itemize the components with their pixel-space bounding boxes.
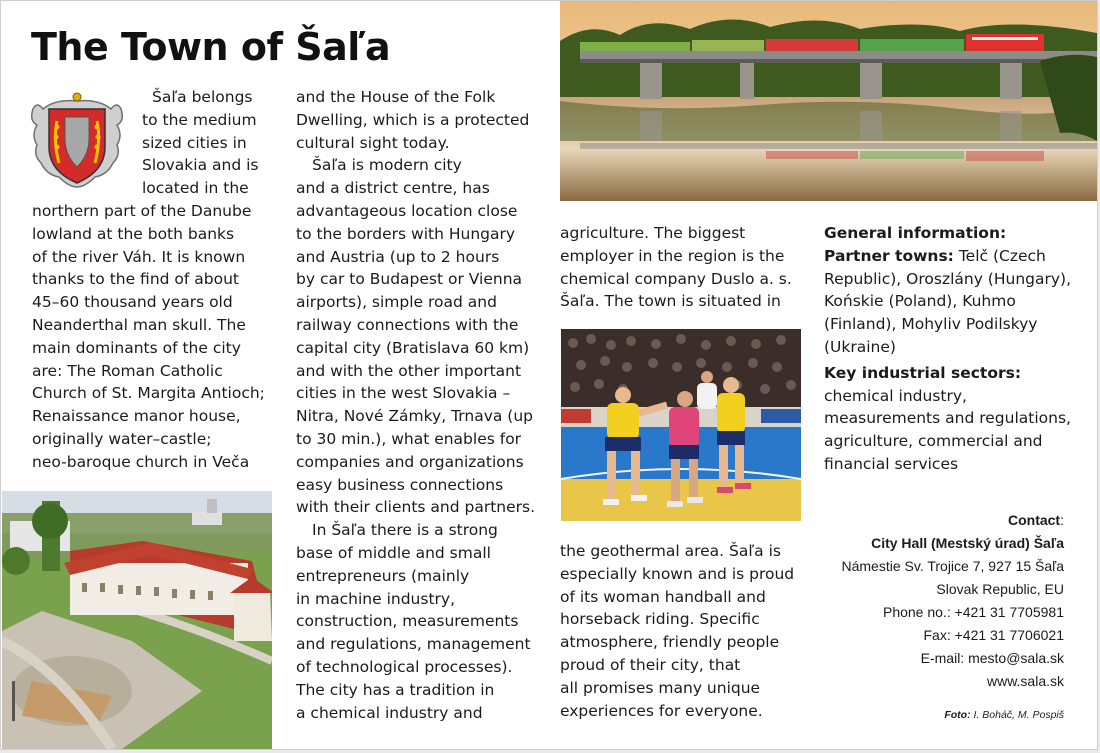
- text-line: easy business connections: [296, 475, 504, 494]
- text-line: Nitra, Nové Zámky, Trnava (up: [296, 407, 534, 426]
- partner-towns: [824, 245, 1084, 359]
- info-heading: General information:: [824, 224, 1007, 242]
- text-line: by car to Budapest or Vienna: [296, 270, 523, 289]
- text-line: northern part of the Danube: [32, 202, 252, 220]
- text-line: lowland at the both banks: [32, 224, 235, 243]
- text-line: capital city (Bratislava 60 km): [296, 338, 530, 357]
- intro-beside-crest: [136, 86, 276, 200]
- contact-office: City Hall (Mestský úrad) Šaľa: [871, 535, 1064, 551]
- contact-fax: Fax: +421 31 7706021: [923, 627, 1064, 643]
- text-line: horseback riding. Specific: [560, 610, 760, 629]
- text-line: 45–60 thousand years old: [32, 293, 233, 312]
- photo-credit: [944, 709, 1064, 721]
- text-line: all promises many unique: [560, 678, 761, 697]
- text-line: Šaľa is modern city: [312, 156, 462, 175]
- contact-email[interactable]: E-mail: mesto@sala.sk: [920, 650, 1064, 666]
- text-line: and Austria (up to 2 hours: [296, 247, 500, 266]
- text-line: Slovakia and is: [142, 156, 259, 175]
- train-bridge-photo: [560, 1, 1097, 201]
- text-line: airports), simple road and: [296, 293, 497, 312]
- text-line: Neanderthal man skull. The: [32, 315, 246, 334]
- text-line: The city has a tradition in: [296, 680, 495, 699]
- text-line: are: The Roman Catholic: [32, 361, 223, 380]
- text-line: of the river Váh. It is known: [32, 247, 246, 266]
- text-line: construction, measurements: [296, 612, 519, 631]
- text-line: chemical company Duslo a. s.: [560, 269, 792, 288]
- text-line: and a district centre, has: [296, 179, 490, 198]
- text-line: and the House of the Folk: [296, 88, 496, 106]
- text-line: and with the other important: [296, 361, 522, 380]
- text-line: cultural sight today.: [296, 133, 450, 152]
- text-line: employer in the region is the: [560, 246, 785, 265]
- text-line: especially known and is proud: [560, 564, 795, 583]
- text-line: proud of their city, that: [560, 655, 741, 674]
- text-line: sized cities in: [142, 133, 247, 152]
- manor-house-photo: [2, 491, 272, 749]
- contact-website[interactable]: www.sala.sk: [986, 673, 1064, 689]
- text-line: and regulations, management: [296, 635, 531, 654]
- text-line: cities in the west Slovakia –: [296, 384, 511, 403]
- sectors-list: chemical industry, measurements and regulations, agriculture, commercial and financial services: [824, 386, 1071, 473]
- text-line: to the medium: [142, 110, 257, 129]
- text-line: In Šaľa there is a strong: [312, 521, 498, 540]
- general-information: [824, 222, 1084, 476]
- column-3-upper-text: [560, 222, 810, 313]
- text-line: located in the: [142, 179, 249, 198]
- coat-of-arms-icon: [29, 91, 125, 189]
- text-line: Šaľa belongs: [152, 88, 253, 106]
- contact-block: [842, 509, 1065, 693]
- contact-heading: [842, 509, 1065, 532]
- photo-credit-label: Foto:: [944, 709, 971, 721]
- contact-label: Contact: [1007, 512, 1061, 528]
- text-line: to the borders with Hungary: [296, 224, 516, 243]
- contact-phone: Phone no.: +421 31 7705981: [882, 604, 1064, 620]
- column-1-text: [32, 200, 282, 474]
- text-line: Church of St. Margita Antioch;: [32, 384, 265, 403]
- partner-towns-label: Partner towns:: [824, 246, 954, 265]
- column-2-text: [296, 86, 546, 724]
- contact-address-2: Slovak Republic, EU: [936, 581, 1064, 597]
- handball-photo: [561, 329, 801, 521]
- photo-credit-names: I. Boháč, M. Pospiš: [973, 709, 1064, 721]
- text-line: Dwelling, which is a protected: [296, 110, 530, 129]
- text-line: base of middle and small: [296, 543, 491, 562]
- text-line: originally water–castle;: [32, 429, 212, 448]
- text-line: advantageous location close: [296, 201, 518, 220]
- contact-address-1: Námestie Sv. Trojice 7, 927 15 Šaľa: [841, 558, 1064, 574]
- text-line: companies and organizations: [296, 452, 524, 471]
- text-line: railway connections with the: [296, 315, 519, 334]
- sectors-label: Key industrial sectors:: [824, 363, 1022, 382]
- text-line: Šaľa. The town is situated in: [560, 292, 781, 311]
- text-line: with their clients and partners.: [296, 498, 536, 517]
- column-3-lower-text: [560, 540, 810, 722]
- text-line: a chemical industry and: [296, 703, 483, 722]
- text-line: Renaissance manor house,: [32, 407, 241, 426]
- text-line: the geothermal area. Šaľa is: [560, 542, 781, 560]
- text-line: in machine industry,: [296, 589, 456, 608]
- text-line: of technological processes).: [296, 657, 513, 676]
- text-line: of its woman handball and: [560, 587, 766, 606]
- text-line: entrepreneurs (mainly: [296, 566, 470, 585]
- text-line: neo-baroque church in Veča: [32, 452, 250, 471]
- text-line: agriculture. The biggest: [560, 224, 746, 242]
- text-line: main dominants of the city: [32, 338, 241, 357]
- partner-towns-list: Telč (Czech Republic), Oroszlány (Hungary), Końskie (Poland), Kuhmo (Finland), Mohyliv Podilskyy (Ukraine): [824, 246, 1072, 356]
- page-title: The Town of Šaľa: [31, 25, 391, 69]
- text-line: to 30 min.), what enables for: [296, 429, 522, 448]
- contact-colon: :: [1060, 512, 1064, 528]
- text-line: atmosphere, friendly people: [560, 633, 780, 652]
- text-line: experiences for everyone.: [560, 701, 763, 720]
- text-line: thanks to the find of about: [32, 270, 239, 289]
